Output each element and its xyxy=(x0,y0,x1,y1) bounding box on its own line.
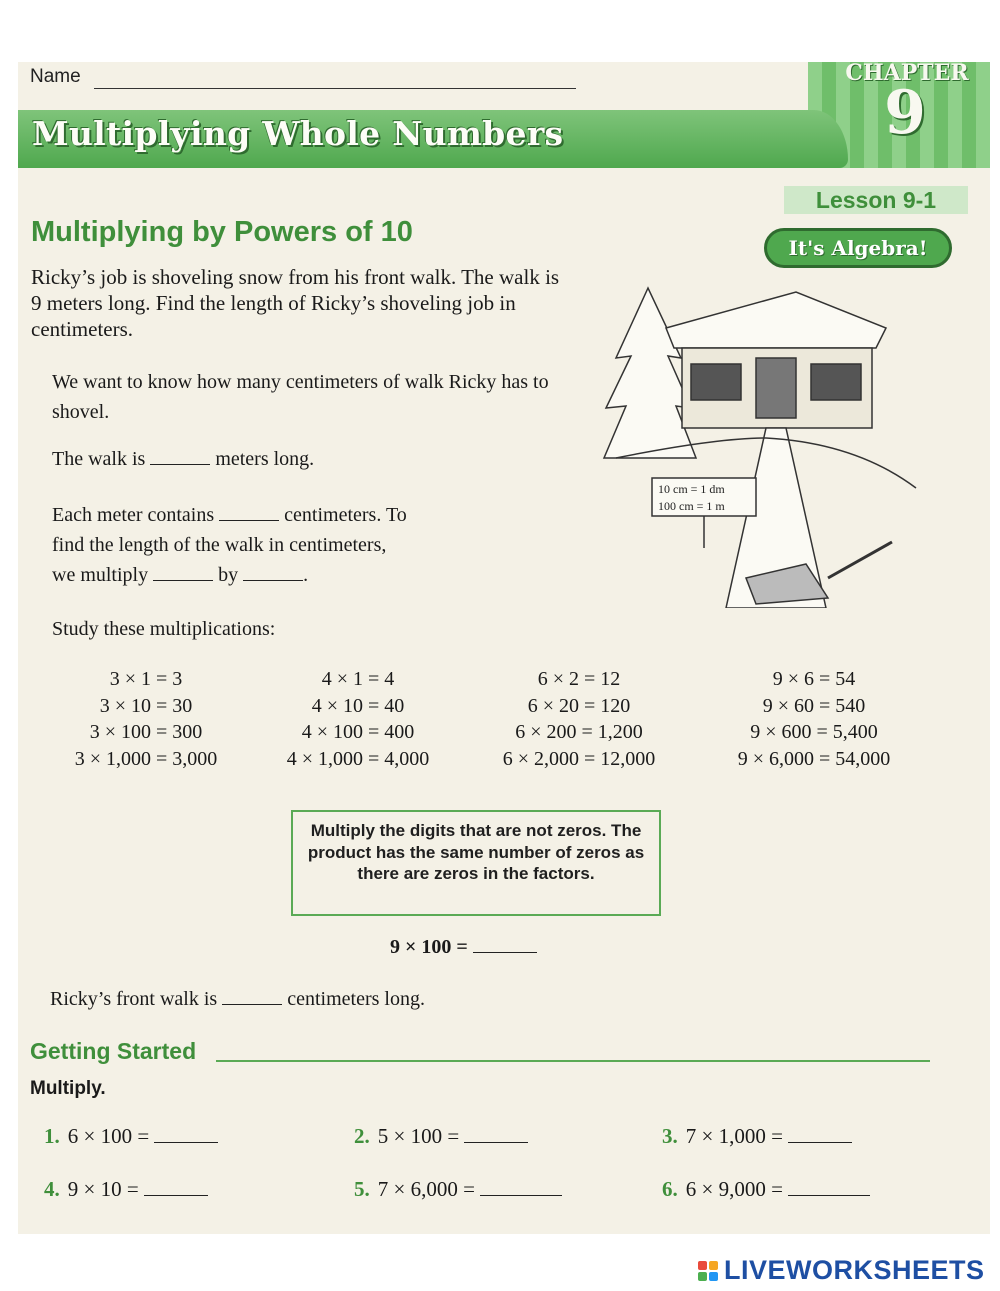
mult-item: 9 × 6,000 = 54,000 xyxy=(737,747,891,770)
answer-blank-6[interactable] xyxy=(788,1179,870,1196)
problem-expression: 7 × 6,000 = xyxy=(377,1177,475,1201)
mult-item: 4 × 1,000 = 4,000 xyxy=(286,747,430,770)
mult-item: 6 × 20 = 120 xyxy=(527,694,631,717)
intro-paragraph: Ricky’s job is shoveling snow from his front walk. The walk is 9 meters long. Find the length of Ricky’s shoveling job in centimeters. xyxy=(31,265,560,341)
chapter-title: Multiplying Whole Numbers xyxy=(32,114,564,153)
problem-number: 2. xyxy=(354,1124,370,1148)
problem-5 xyxy=(354,1177,562,1202)
answer-blank-2[interactable] xyxy=(464,1126,528,1143)
conclusion-text-a: Ricky’s front walk is xyxy=(50,988,218,1010)
liveworksheets-logo xyxy=(698,1255,985,1286)
each-paragraph xyxy=(52,500,572,590)
want-paragraph: We want to know how many centimeters of walk Ricky has to shovel. xyxy=(52,371,549,423)
logo-square xyxy=(698,1261,707,1270)
conclusion-text-b: centimeters long. xyxy=(287,988,425,1010)
logo-square xyxy=(709,1272,718,1281)
heading-rule xyxy=(216,1060,930,1062)
problem-expression: 7 × 1,000 = xyxy=(685,1124,783,1148)
mult-item: 9 × 60 = 540 xyxy=(762,694,866,717)
mult-item: 6 × 200 = 1,200 xyxy=(515,721,643,743)
each-text-f: . xyxy=(303,564,309,586)
name-label: Name xyxy=(30,66,81,87)
mult-item: 4 × 10 = 40 xyxy=(311,694,405,717)
roof-icon xyxy=(666,292,886,348)
study-label: Study these multiplications: xyxy=(52,618,276,640)
mult-item: 6 × 2 = 12 xyxy=(537,668,621,690)
each-text-b: centimeters. To xyxy=(284,504,407,526)
problem-6 xyxy=(662,1177,870,1202)
sign-line-1: 10 cm = 1 dm xyxy=(658,482,725,496)
getting-started-heading: Getting Started xyxy=(30,1038,197,1064)
answer-blank-5[interactable] xyxy=(480,1179,562,1196)
mult-column-2 xyxy=(258,666,458,772)
each-text-d: we multiply xyxy=(52,564,149,586)
problem-number: 6. xyxy=(662,1177,678,1201)
sign-line-2: 100 cm = 1 m xyxy=(658,499,725,513)
walk-text-a: The walk is xyxy=(52,448,146,470)
algebra-badge: It's Algebra! xyxy=(764,228,952,268)
each-text-a: Each meter contains xyxy=(52,504,215,526)
chapter-number: 9 xyxy=(884,78,926,148)
problem-number: 4. xyxy=(44,1177,60,1201)
problem-expression: 9 × 10 = xyxy=(67,1177,139,1201)
conclusion-sentence xyxy=(50,984,570,1014)
problem-number: 5. xyxy=(354,1177,370,1201)
logo-text: LIVEWORKSHEETS xyxy=(724,1255,985,1285)
mult-item: 3 × 1 = 3 xyxy=(109,668,183,690)
problem-expression: 6 × 9,000 = xyxy=(685,1177,783,1201)
mult-item: 6 × 2,000 = 12,000 xyxy=(502,747,656,770)
lesson-tag: Lesson 9-1 xyxy=(784,186,968,214)
each-text-c: find the length of the walk in centimeters, xyxy=(52,534,387,556)
problem-3 xyxy=(662,1124,852,1149)
mult-column-3 xyxy=(474,666,684,772)
mult-item: 4 × 1 = 4 xyxy=(321,668,395,690)
lesson-title: Multiplying by Powers of 10 xyxy=(31,216,413,248)
name-input-line[interactable] xyxy=(94,88,576,89)
multiply-second-blank[interactable] xyxy=(243,564,303,581)
problem-number: 3. xyxy=(662,1124,678,1148)
mult-item: 3 × 10 = 30 xyxy=(99,694,193,717)
problem-expression: 5 × 100 = xyxy=(377,1124,460,1148)
each-answer-blank[interactable] xyxy=(219,504,279,521)
house-illustration xyxy=(596,278,926,608)
problem-4 xyxy=(44,1177,208,1202)
problem-2 xyxy=(354,1124,528,1149)
answer-blank-1[interactable] xyxy=(154,1126,218,1143)
logo-square xyxy=(698,1272,707,1281)
mult-column-4 xyxy=(706,666,922,772)
each-text-e: by xyxy=(218,564,239,586)
logo-square xyxy=(709,1261,718,1270)
mult-item: 9 × 600 = 5,400 xyxy=(750,721,878,743)
mult-item: 3 × 1,000 = 3,000 xyxy=(74,747,218,770)
problem-expression: 6 × 100 = xyxy=(67,1124,150,1148)
conclusion-answer-blank[interactable] xyxy=(222,988,282,1005)
problem-number: 1. xyxy=(44,1124,60,1148)
mult-column-1 xyxy=(46,666,246,772)
mult-item: 3 × 100 = 300 xyxy=(89,721,203,743)
answer-blank-4[interactable] xyxy=(144,1179,208,1196)
chapter-label: CHAPTER xyxy=(845,60,969,86)
mult-item: 9 × 6 = 54 xyxy=(772,668,856,690)
example-answer-blank[interactable] xyxy=(473,936,537,953)
problem-1 xyxy=(44,1124,218,1149)
answer-blank-3[interactable] xyxy=(788,1126,852,1143)
mult-item: 4 × 100 = 400 xyxy=(301,721,415,743)
example-expression: 9 × 100 = xyxy=(390,936,468,958)
walk-text-b: meters long. xyxy=(215,448,315,470)
walk-sentence xyxy=(52,444,572,474)
multiply-instruction: Multiply. xyxy=(30,1078,106,1099)
rule-box: Multiply the digits that are not zeros. The product has the same number of zeros as there are zeros in the factors. xyxy=(291,810,661,916)
multiply-first-blank[interactable] xyxy=(153,564,213,581)
example-equation xyxy=(390,936,537,959)
walk-answer-blank[interactable] xyxy=(150,448,210,465)
logo-grid-icon xyxy=(698,1261,718,1281)
